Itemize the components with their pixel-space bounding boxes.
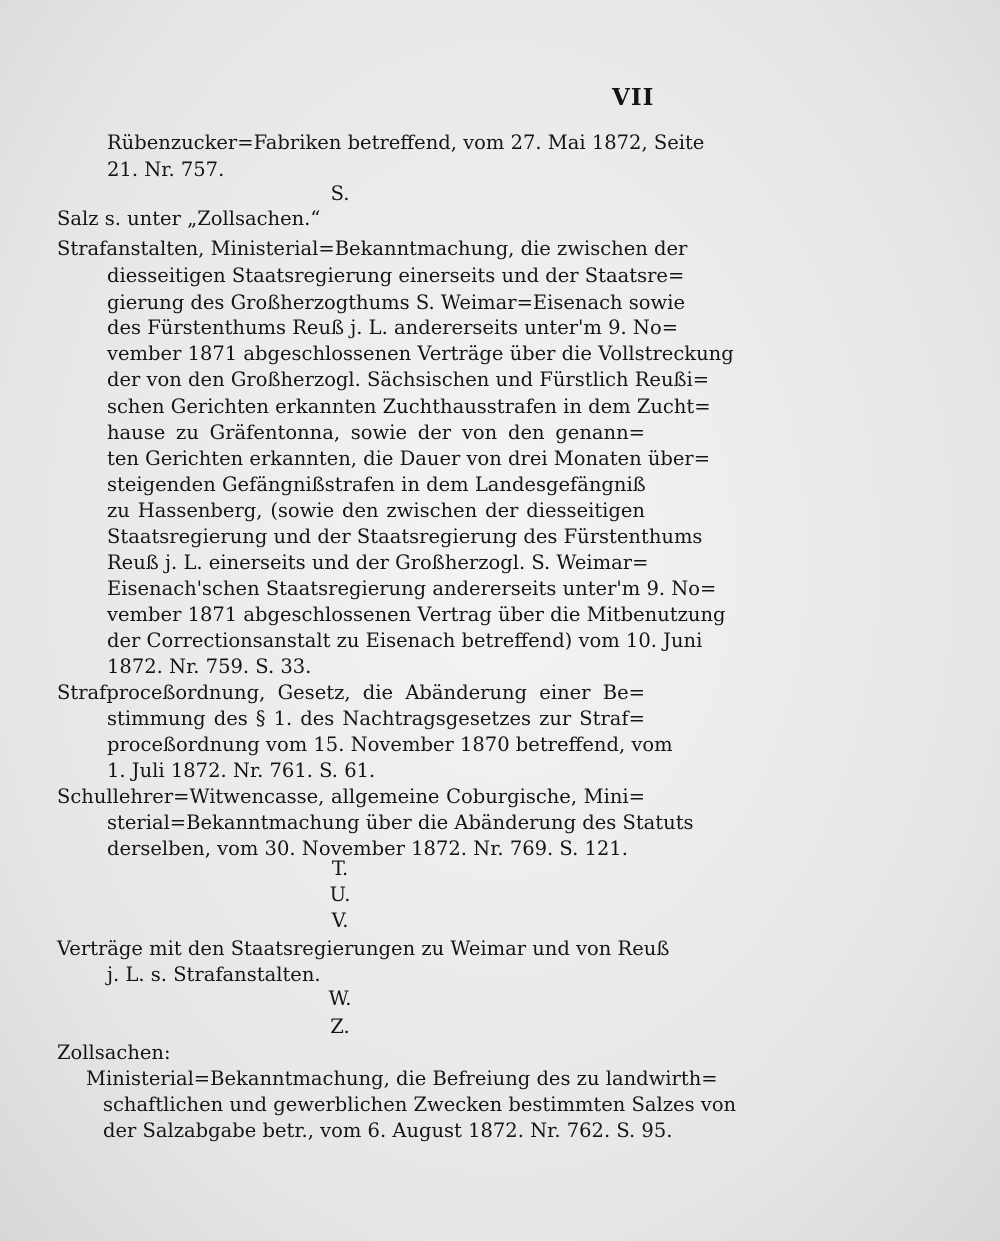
text-line: Zollsachen: [57, 1041, 171, 1064]
text-line: der Correctionsanstalt zu Eisenach betreffend) vom 10. Juni [107, 629, 703, 652]
text-line: 1. Juli 1872. Nr. 761. S. 61. [107, 759, 376, 782]
text-line: schen Gerichten erkannten Zuchthausstrafen in dem Zucht= [107, 395, 711, 418]
text-line: Verträge mit den Staatsregierungen zu Weimar und von Reuß [57, 937, 670, 960]
text-line: stimmung des § 1. des Nachtragsgesetzes zur Straf= [107, 707, 645, 730]
text-line: sterial=Bekanntmachung über die Abänderung des Statuts [107, 811, 694, 834]
text-line: Reuß j. L. einerseits und der Großherzogl. S. Weimar= [107, 551, 649, 574]
text-line: Strafanstalten, Ministerial=Bekanntmachung, die zwischen der [57, 237, 688, 260]
text-line: zu Hassenberg, (sowie den zwischen der diesseitigen [107, 499, 645, 522]
section-letter: W. [328, 987, 352, 1010]
text-line: schaftlichen und gewerblichen Zwecken bestimmten Salzes von [103, 1093, 737, 1116]
text-line: ten Gerichten erkannten, die Dauer von drei Monaten über= [107, 447, 711, 470]
text-line: der Salzabgabe betr., vom 6. August 1872. Nr. 762. S. 95. [103, 1119, 673, 1142]
text-line: Strafproceßordnung, Gesetz, die Abänderung einer Be= [57, 681, 645, 704]
section-letter: V. [331, 909, 349, 932]
text-line: des Fürstenthums Reuß j. L. andererseits unter'm 9. No= [107, 316, 679, 339]
section-letter: Z. [330, 1015, 350, 1038]
text-line: Ministerial=Bekanntmachung, die Befreiung des zu landwirth= [86, 1067, 718, 1090]
text-line: diesseitigen Staatsregierung einerseits und der Staatsre= [107, 264, 685, 287]
text-line: hause zu Gräfentonna, sowie der von den genann= [107, 421, 645, 444]
text-line: der von den Großherzogl. Sächsischen und Fürstlich Reußi= [107, 368, 710, 391]
text-line: gierung des Großherzogthums S. Weimar=Eisenach sowie [107, 291, 686, 314]
page-number: VII [612, 84, 655, 111]
section-letter: T. [331, 857, 349, 880]
text-line: Eisenach'schen Staatsregierung andererseits unter'm 9. No= [107, 577, 717, 600]
text-line: 1872. Nr. 759. S. 33. [107, 655, 312, 678]
text-line: Salz s. unter „Zollsachen.“ [57, 207, 321, 230]
section-letter: S. [330, 182, 350, 205]
text-line: j. L. s. Strafanstalten. [107, 963, 321, 986]
section-letter: U. [329, 883, 351, 906]
text-line: proceßordnung vom 15. November 1870 betreffend, vom [107, 733, 673, 756]
text-line: derselben, vom 30. November 1872. Nr. 769. S. 121. [107, 837, 628, 860]
text-line: Schullehrer=Witwencasse, allgemeine Coburgische, Mini= [57, 785, 645, 808]
text-line: vember 1871 abgeschlossenen Verträge über die Vollstreckung [107, 342, 734, 365]
text-line: steigenden Gefängnißstrafen in dem Landesgefängniß [107, 473, 646, 496]
text-line: Rübenzucker=Fabriken betreffend, vom 27. Mai 1872, Seite [107, 131, 705, 154]
text-line: 21. Nr. 757. [107, 158, 225, 181]
text-line: vember 1871 abgeschlossenen Vertrag über die Mitbenutzung [107, 603, 726, 626]
text-line: Staatsregierung und der Staatsregierung des Fürstenthums [107, 525, 703, 548]
